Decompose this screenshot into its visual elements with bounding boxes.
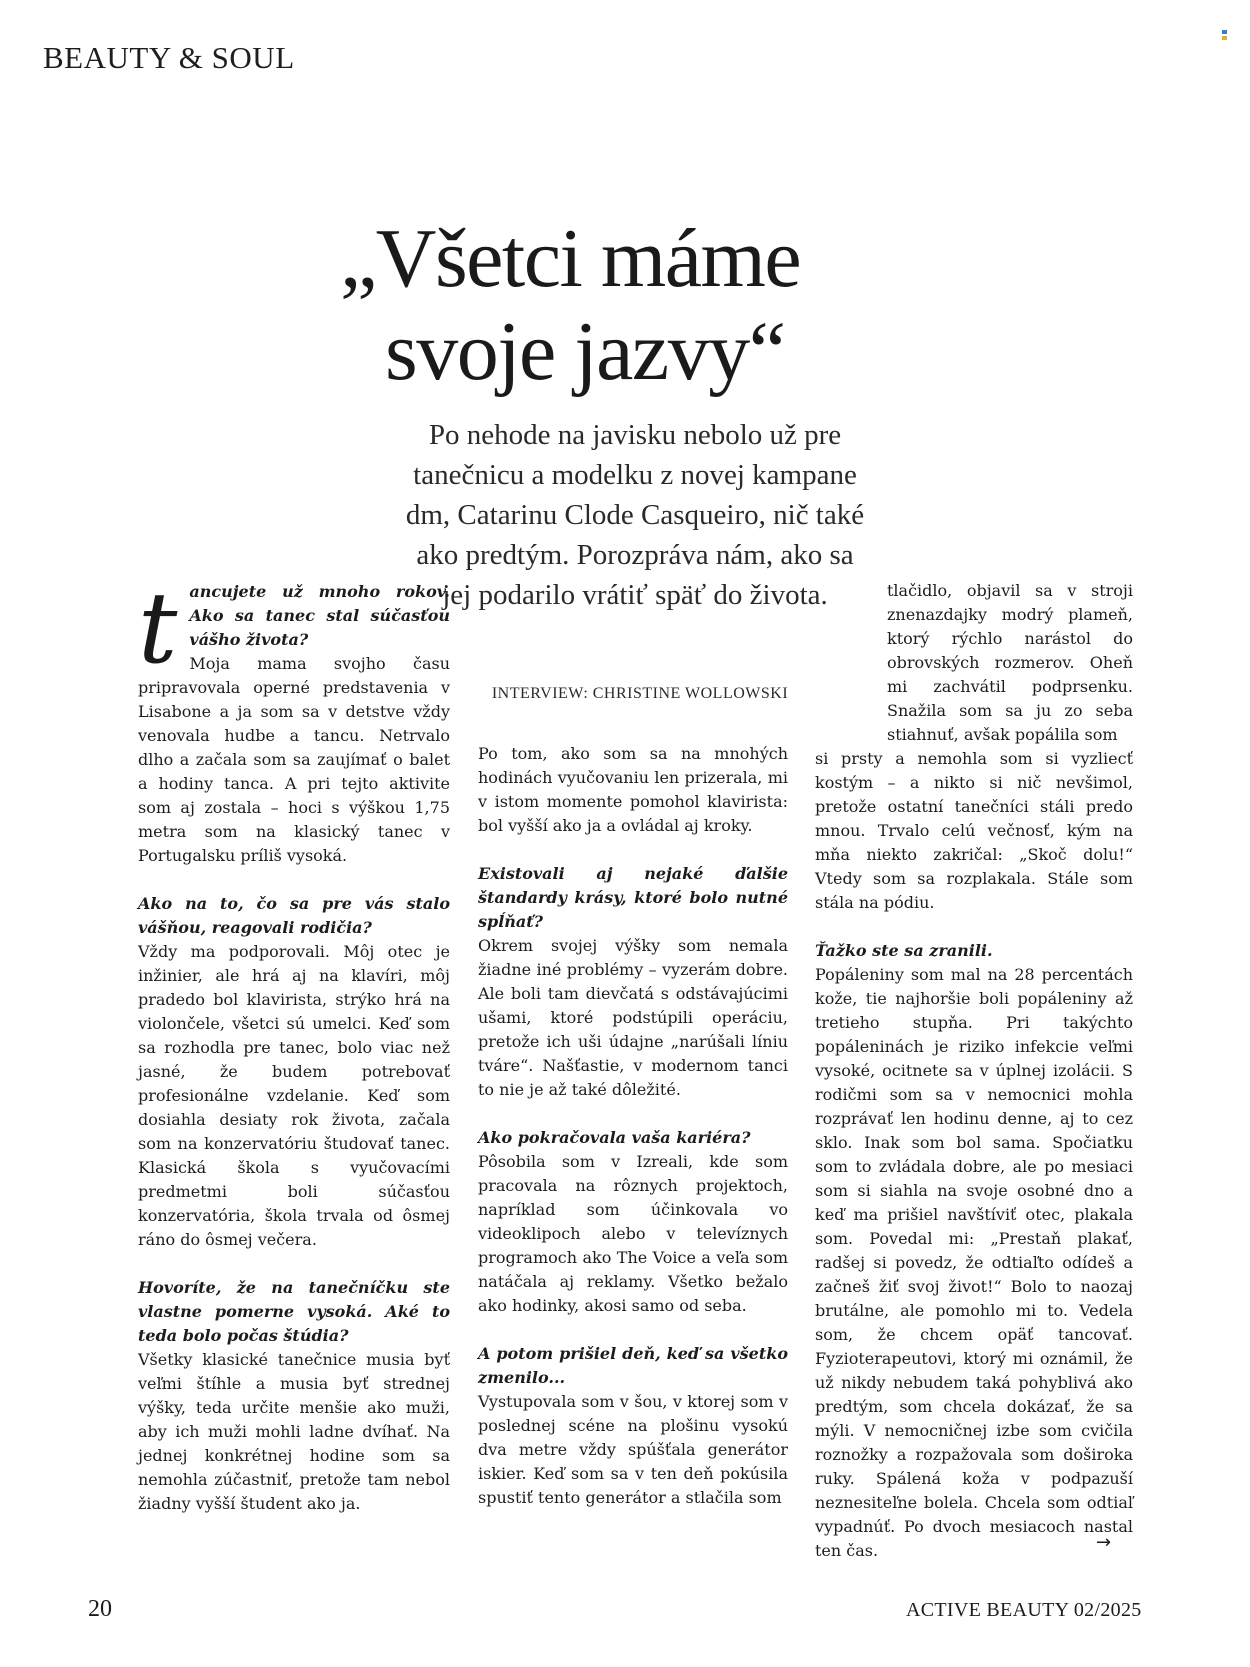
question: Existovali aj nejaké ďalšie štandardy krásy, ktoré bolo nutné spĺňať? — [478, 864, 788, 931]
answer: Vždy ma podporovali. Môj otec je inžinier, ale hrá aj na klavíri, môj pradedo bol klavirista, strýko hrá na violončele, všetci sú umelci. Keď som sa rozhodla pre tanec, bolo viac než jasné, že budem potrebovať profesionálne vzdelanie. Keď som dosiahla desiaty rok života, začala som na konzervatóriu študovať tanec. Klasická škola s vyučovacími predmetmi boli súčasťou konzervatória, škola trvala od ôsmej ráno do ôsmej večera. — [138, 942, 450, 1249]
question: Hovoríte, že na tanečníčku ste vlastne pomerne vysoká. Aké to teda bolo počas štúdia? — [138, 1278, 450, 1345]
answer: Vystupovala som v šou, v ktorej som v poslednej scéne na plošinu vysokú dva metre vždy spúšťala generátor iskier. Keď som sa v ten deň pokúsila spustiť tento generátor a stlačila som — [478, 1392, 788, 1507]
title-line-1: „Všetci máme — [340, 212, 801, 305]
question: A potom prišiel deň, keď sa všetko zmenilo... — [478, 1344, 788, 1387]
answer: tlačidlo, objavil sa v stroji znenazdajky modrý plameň, ktorý rýchlo narástol do obrovských rozmerov. Oheň mi zachvátil podprsenku. Snažila som sa ju zo seba stiahnuť, avšak popálila som — [887, 581, 1133, 744]
article-lead: Po nehode na javisku nebolo už pre tanečnicu a modelku z novej kampane dm, Catarinu Clode Casqueiro, nič také ako predtým. Porozpráva nám, ako sa jej podarilo vrátiť späť do života. — [405, 419, 865, 611]
question: ancujete už mnoho rokov. Ako sa tanec stal súčasťou vášho života? — [189, 582, 450, 649]
column-2 — [478, 742, 788, 1510]
section-label: BEAUTY & SOUL — [43, 40, 295, 75]
answer: si prsty a nemohla som si vyzliecť kostým – a nikto si nič nevšimol, pretože ostatní tanečníci stáli predo mnou. Trvalo celú večnosť, kým na mňa niekto zakričal: „Skoč dolu!“ Vtedy som sa rozplakala. Stále som stála na pódiu. — [815, 749, 1133, 912]
arrow-right-icon: → — [1096, 1532, 1112, 1553]
question: Ako pokračovala vaša kariéra? — [478, 1128, 751, 1147]
answer: Moja mama svojho času pripravovala operné predstavenia v Lisabone a ja som sa v detstve vždy venovala hudbe a tancu. Netrvalo dlho a začala som sa zaujímať o balet a hodiny tanca. A pri tejto aktivite som aj zostala – hoci s výškou 1,75 metra som na klasický tanec v Portugalsku príliš vysoká. — [138, 654, 450, 865]
column-3 — [815, 747, 1133, 1563]
answer: Po tom, ako som sa na mnohých hodinách vyučovaniu len prizerala, mi v istom momente pomohol klavirista: bol vyšší ako ja a ovládal aj kroky. — [478, 744, 788, 835]
column-1 — [138, 572, 450, 1516]
question: Ako na to, čo sa pre vás stalo vášňou, reagovali rodičia? — [138, 894, 450, 937]
article-title — [340, 212, 940, 398]
answer: Všetky klasické tanečnice musia byť veľmi štíhle a musia byť strednej výšky, teda určite menšie ako muži, aby ich muži mohli ladne dvíhať. Na jednej konkrétnej hodine som sa nemohla zúčastniť, pretože tam nebol žiadny vyšší študent ako ja. — [138, 1350, 450, 1513]
drop-cap: t — [138, 572, 178, 686]
page-number: 20 — [88, 1596, 112, 1622]
question: Ťažko ste sa zranili. — [815, 941, 993, 960]
color-bar-yellow — [1222, 36, 1227, 40]
color-bar-blue — [1222, 30, 1227, 34]
magazine-issue: ACTIVE BEAUTY 02/2025 — [906, 1599, 1142, 1621]
color-bars-mark — [1222, 30, 1230, 42]
answer: Pôsobila som v Izreali, kde som pracovala na rôznych projektoch, napríklad som účinkovala vo videoklipoch alebo v televíznych programoch ako The Voice a veľa som natáčala aj reklamy. Všetko bežalo ako hodinky, akosi samo od seba. — [478, 1152, 788, 1315]
answer: Okrem svojej výšky som nemala žiadne iné problémy – vyzerám dobre. Ale boli tam dievčatá s odstávajúcimi ušami, ktoré podstúpili operáciu, pretože ich uši údajne „narúšali líniu tváre“. Našťastie, v modernom tanci to nie je až také dôležité. — [478, 936, 788, 1099]
column-3-top — [887, 579, 1133, 747]
title-line-2: svoje jazvy“ — [385, 305, 785, 398]
interview-credit: INTERVIEW: CHRISTINE WOLLOWSKI — [491, 685, 789, 702]
answer: Popáleniny som mal na 28 percentách kože, tie najhoršie boli popáleniny až tretieho stupňa. Pri takýchto popáleninách je riziko infekcie veľmi vysoké, ocitnete sa v úplnej izolácii. S rodičmi som sa v nemocnici mohla rozprávať len hodinu denne, aj to cez sklo. Inak som bol sama. Spočiatku som to zvládala dobre, ale po mesiaci som si siahla na svoje osobné dno a keď ma prišiel navštíviť otec, plakala som. Povedal mi: „Prestaň plakať, radšej si povedz, že odtiaľto odídeš a začneš žiť svoj život!“ Bolo to naozaj brutálne, ale pomohlo mi to. Vedela som, že chcem opäť tancovať. Fyzioterapeutovi, ktorý mi oznámil, že už nikdy nebudem taká pohyblivá ako predtým, som chcela dokázať, že sa mýli. V nemocničnej izbe som cvičila roznožky a rozpažovala som doširoka ruky. Spálená koža v podpazuší neznesiteľne bolela. Chcela som odtiaľ vypadnúť. Po dvoch mesiacoch nastal ten čas. — [815, 965, 1133, 1560]
